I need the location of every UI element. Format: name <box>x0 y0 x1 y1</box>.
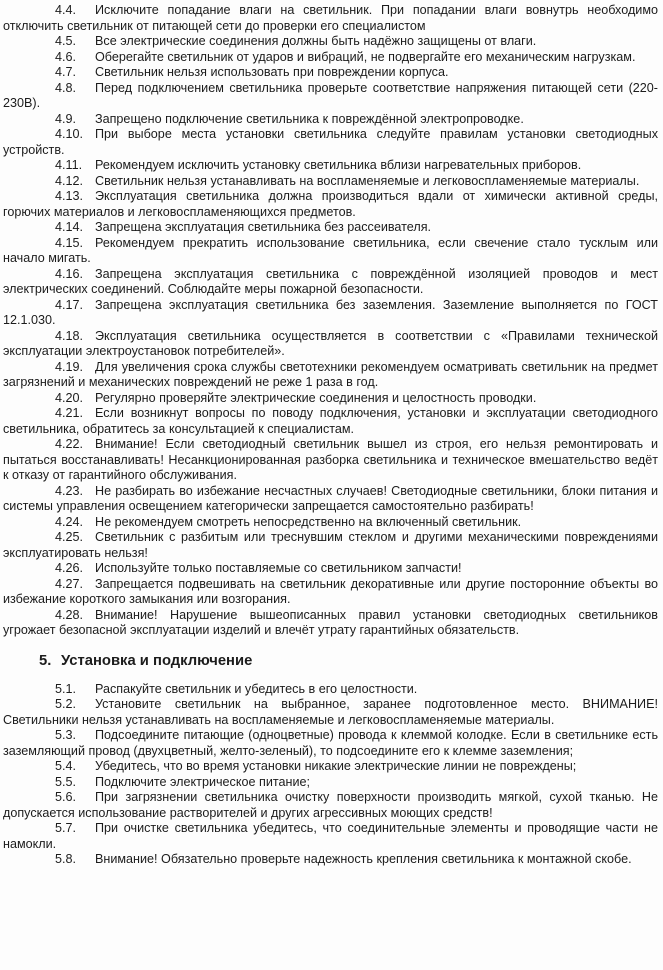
list-item <box>3 608 658 639</box>
item-number: 4.4. <box>55 3 77 17</box>
item-text: При очистке светильника убедитесь, что соединительные элементы и проводящие части не намокли. <box>3 821 658 851</box>
list-item <box>3 220 658 236</box>
item-number: 4.20. <box>55 390 84 405</box>
item-number: 4.27. <box>55 576 84 591</box>
item-text: Светильник нельзя использовать при повреждении корпуса. <box>95 65 449 79</box>
item-number: 4.28. <box>55 607 84 622</box>
list-item <box>3 112 658 128</box>
item-number: 5.8. <box>55 852 77 866</box>
item-number: 5.2. <box>55 697 77 711</box>
list-item <box>3 391 658 407</box>
list-item <box>3 821 658 852</box>
list-item <box>3 697 658 728</box>
item-text: При выборе места установки светильника следуйте правилам установки светодиодных устройств. <box>3 127 658 157</box>
list-item <box>3 577 658 608</box>
item-number: 4.25. <box>55 530 84 544</box>
list-item <box>3 530 658 561</box>
list-item <box>3 50 658 66</box>
item-number: 4.18. <box>55 328 84 343</box>
item-text: Эксплуатация светильника должна производиться вдали от химически активной среды, горючих материалов и легковоспламеняющихся предметов. <box>3 189 658 219</box>
item-number: 4.24. <box>55 514 84 529</box>
list-item <box>3 236 658 267</box>
list-item <box>3 406 658 437</box>
item-number: 5.5. <box>55 774 77 789</box>
item-text: Распакуйте светильник и убедитесь в его целостности. <box>95 681 418 696</box>
item-number: 4.22. <box>55 437 84 451</box>
list-item <box>3 515 658 531</box>
item-text: Убедитесь, что во время установки никакие электрические линии не повреждены; <box>95 759 577 773</box>
item-text: Перед подключением светильника проверьте соответствие напряжения питающей сети (220-230В). <box>3 80 658 110</box>
item-number: 4.6. <box>55 49 77 64</box>
item-number: 4.26. <box>55 561 84 575</box>
item-text: Исключите попадание влаги на светильник. При попадании влаги вовнутрь необходимо отключить светильник от питающей сети до проверки его специалистом <box>3 3 658 33</box>
section-4-item-list <box>3 3 658 639</box>
list-item <box>3 34 658 50</box>
item-number: 4.23. <box>55 483 84 498</box>
item-number: 5.3. <box>55 728 77 742</box>
list-item <box>3 682 658 698</box>
list-item <box>3 437 658 484</box>
item-number: 5.6. <box>55 790 77 804</box>
item-text: Если возникнут вопросы по поводу подключения, установки и эксплуатации светодиодного светильника, обратитесь за консультацией к специалистам. <box>3 406 658 436</box>
item-number: 4.17. <box>55 297 84 312</box>
item-number: 4.11. <box>55 158 83 172</box>
item-text: Запрещена эксплуатация светильника с повреждённой изоляцией проводов и мест электрических соединений. Соблюдайте меры пожарной безопасности. <box>3 266 658 296</box>
item-text: Установите светильник на выбранное, заранее подготовленное место. ВНИМАНИЕ! Светильники нельзя устанавливать на воспламеняемые и легковоспламеняемые материалы. <box>3 697 658 727</box>
section-5-heading <box>3 652 658 670</box>
item-number: 4.8. <box>55 80 77 95</box>
section-heading-number: 5. <box>39 652 52 669</box>
list-item <box>3 3 658 34</box>
list-item <box>3 759 658 775</box>
item-number: 4.10. <box>55 127 84 141</box>
list-item <box>3 81 658 112</box>
item-text: Запрещена эксплуатация светильника без рассеивателя. <box>95 220 432 234</box>
item-number: 4.12. <box>55 173 84 188</box>
list-item <box>3 360 658 391</box>
item-text: Запрещена эксплуатация светильника без заземления. Заземление выполняется по ГОСТ 12.1.030. <box>3 297 658 327</box>
item-number: 4.21. <box>55 406 84 420</box>
list-item <box>3 65 658 81</box>
list-item <box>3 174 658 190</box>
list-item <box>3 189 658 220</box>
list-item <box>3 790 658 821</box>
item-text: Внимание! Обязательно проверьте надежность крепления светильника к монтажной скобе. <box>95 852 632 866</box>
list-item <box>3 728 658 759</box>
item-number: 5.7. <box>55 821 77 835</box>
item-text: Светильник нельзя устанавливать на воспламеняемые и легковоспламеняемые материалы. <box>95 173 640 188</box>
item-text: Оберегайте светильник от ударов и вибраций, не подвергайте его механическим нагрузкам. <box>95 49 636 64</box>
section-5-item-list <box>3 682 658 868</box>
item-number: 5.4. <box>55 759 77 773</box>
item-number: 4.14. <box>55 220 84 234</box>
item-text: Для увеличения срока службы светотехники рекомендуем осматривать светильник на предмет загрязнений и механических повреждений не реже 1 раза в год. <box>3 359 658 389</box>
item-number: 4.9. <box>55 111 77 126</box>
item-text: Светильник с разбитым или треснувшим стеклом и другими механическими повреждениями эксплуатировать нельзя! <box>3 530 658 560</box>
item-text: Не разбирать во избежание несчастных случаев! Светодиодные светильники, блоки питания и системы управления освещением категорически запрещается самостоятельно разбирать! <box>3 483 658 513</box>
item-text: Регулярно проверяйте электрические соединения и целостность проводки. <box>95 390 537 405</box>
item-text: Подключите электрическое питание; <box>95 774 310 789</box>
list-item <box>3 484 658 515</box>
item-text: Эксплуатация светильника осуществляется в соответствии с «Правилами технической эксплуатации электроустановок потребителей». <box>3 328 658 358</box>
list-item <box>3 561 658 577</box>
item-number: 4.16. <box>55 266 84 281</box>
item-text: Запрещается подвешивать на светильник декоративные или другие посторонние объекты во избежание короткого замыкания или возгорания. <box>3 576 658 606</box>
list-item <box>3 298 658 329</box>
item-text: Внимание! Нарушение вышеописанных правил установки светодиодных светильников угрожает безопасной эксплуатации изделий и влечёт утрату гарантийных обязательств. <box>3 607 658 637</box>
list-item <box>3 852 658 868</box>
item-number: 4.19. <box>55 359 84 374</box>
item-text: При загрязнении светильника очистку поверхности производить мягкой, сухой тканью. Не допускается использование растворителей и других агрессивных моющих средств! <box>3 790 658 820</box>
item-text: Все электрические соединения должны быть надёжно защищены от влаги. <box>95 34 537 48</box>
item-number: 4.13. <box>55 189 84 203</box>
item-number: 4.7. <box>55 65 77 79</box>
list-item <box>3 329 658 360</box>
item-text: Рекомендуем исключить установку светильника вблизи нагревательных приборов. <box>95 158 582 172</box>
item-number: 4.5. <box>55 34 77 48</box>
section-heading-title: Установка и подключение <box>61 652 253 669</box>
list-item <box>3 127 658 158</box>
list-item <box>3 158 658 174</box>
list-item <box>3 775 658 791</box>
item-text: Используйте только поставляемые со светильником запчасти! <box>95 561 462 575</box>
item-text: Рекомендуем прекратить использование светильника, если свечение стало тусклым или начало мигать. <box>3 235 658 265</box>
item-text: Запрещено подключение светильника к повреждённой электропроводке. <box>95 111 524 126</box>
item-text: Не рекомендуем смотреть непосредственно на включенный светильник. <box>95 514 522 529</box>
list-item <box>3 267 658 298</box>
item-text: Внимание! Если светодиодный светильник вышел из строя, его нельзя ремонтировать и пытаться восстанавливать! Несанкционированная разборка светильника и техническое вмешательство ведёт к отказу от гарантийного обслуживания. <box>3 437 658 482</box>
item-number: 4.15. <box>55 235 84 250</box>
item-text: Подсоедините питающие (одноцветные) провода к клеммой колодке. Если в светильнике есть заземляющий провод (двухцветный, желто-зеленый), то подсоедините его к клемме заземления; <box>3 728 658 758</box>
item-number: 5.1. <box>55 681 77 696</box>
